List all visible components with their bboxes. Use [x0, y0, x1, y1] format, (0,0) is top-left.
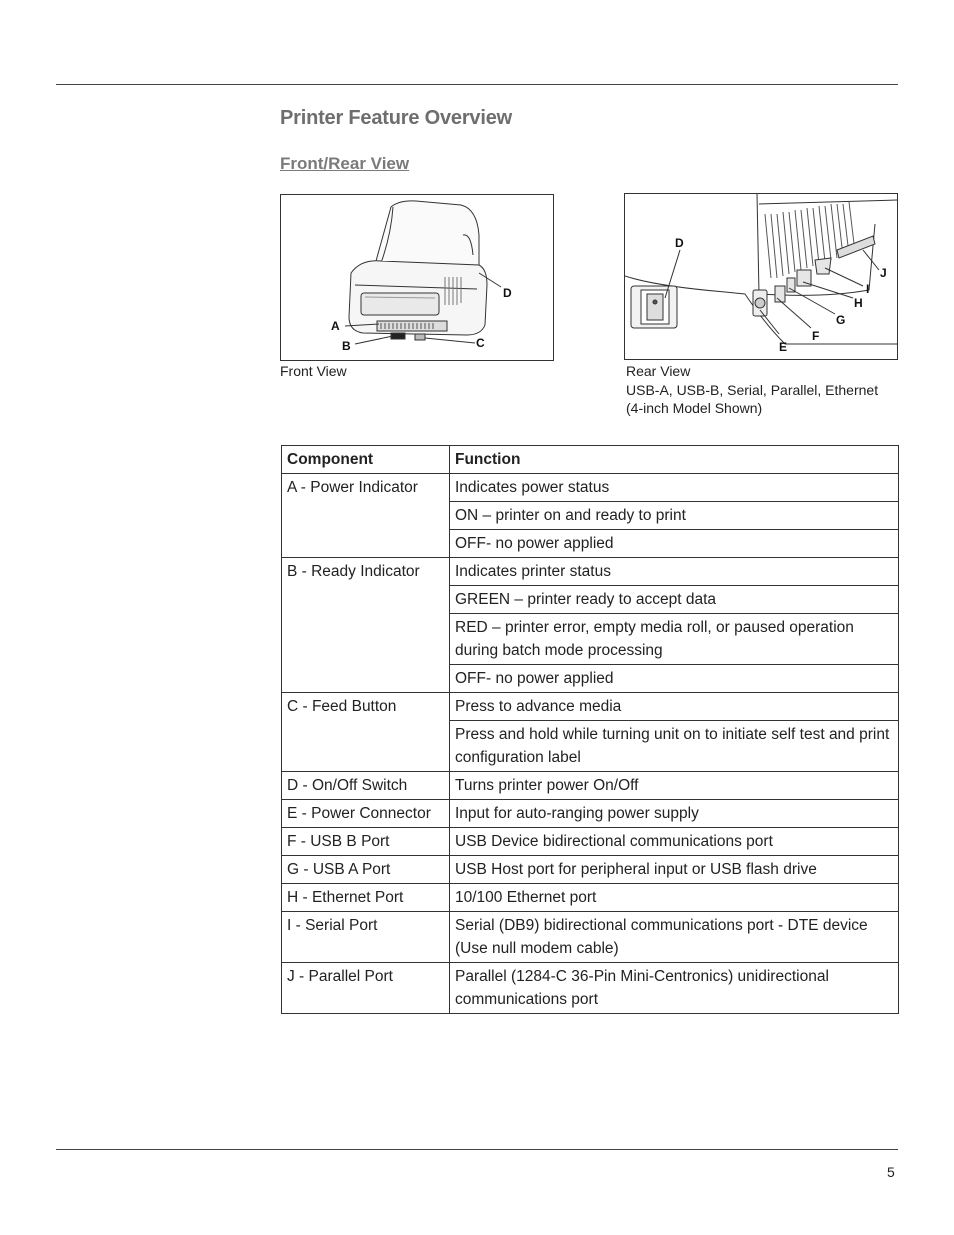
label-d: D — [675, 236, 684, 250]
function-cell: USB Host port for peripheral input or USB flash drive — [450, 856, 899, 884]
component-function-table — [281, 445, 899, 1014]
label-a: A — [331, 319, 340, 333]
function-cell: Serial (DB9) bidirectional communications port - DTE device (Use null modem cable) — [450, 912, 899, 963]
front-view-figure — [280, 194, 554, 361]
label-c: C — [476, 336, 485, 350]
top-rule — [56, 84, 898, 85]
function-cell: Indicates printer status — [450, 558, 899, 586]
table-row — [282, 856, 899, 884]
section-subtitle: Front/Rear View — [280, 154, 410, 173]
component-cell: I - Serial Port — [282, 912, 450, 963]
label-b: B — [342, 339, 351, 353]
function-cell: 10/100 Ethernet port — [450, 884, 899, 912]
component-cell: G - USB A Port — [282, 856, 450, 884]
label-j: J — [880, 266, 887, 280]
label-h: H — [854, 296, 863, 310]
table-row — [282, 912, 899, 963]
table-row — [282, 884, 899, 912]
component-cell: F - USB B Port — [282, 828, 450, 856]
rear-view-figure — [624, 193, 898, 360]
rear-view-caption: Rear View USB-A, USB-B, Serial, Parallel, Ethernet (4-inch Model Shown) — [626, 363, 879, 416]
page-number: 5 — [887, 1164, 895, 1180]
function-cell: OFF- no power applied — [450, 665, 899, 693]
table-header-row — [282, 446, 899, 474]
function-cell: GREEN – printer ready to accept data — [450, 586, 899, 614]
component-cell: J - Parallel Port — [282, 963, 450, 1014]
function-cell: RED – printer error, empty media roll, or paused operation during batch mode processing — [450, 614, 899, 665]
page-title: Printer Feature Overview — [280, 107, 512, 129]
function-cell: OFF- no power applied — [450, 530, 899, 558]
function-cell: Press to advance media — [450, 693, 899, 721]
column-header-function: Function — [450, 446, 899, 474]
front-view-caption: Front View — [280, 363, 347, 379]
label-e: E — [779, 340, 788, 354]
function-cell: Parallel (1284-C 36-Pin Mini-Centronics) unidirectional communications port — [450, 963, 899, 1014]
table-row — [282, 963, 899, 1014]
component-cell: E - Power Connector — [282, 800, 450, 828]
front-view-illustration — [281, 195, 553, 360]
function-cell: ON – printer on and ready to print — [450, 502, 899, 530]
table-row — [282, 800, 899, 828]
bottom-rule — [56, 1149, 898, 1150]
column-header-component: Component — [282, 446, 450, 474]
label-g: G — [836, 313, 846, 327]
component-cell: B - Ready Indicator — [282, 558, 450, 693]
rear-view-illustration — [625, 194, 897, 359]
function-cell: Indicates power status — [450, 474, 899, 502]
label-i: I — [866, 282, 870, 296]
component-cell: C - Feed Button — [282, 693, 450, 772]
table-row — [282, 693, 899, 721]
label-f: F — [812, 329, 820, 343]
function-cell: Turns printer power On/Off — [450, 772, 899, 800]
table-row — [282, 772, 899, 800]
function-cell: Press and hold while turning unit on to initiate self test and print configuration label — [450, 721, 899, 772]
table-row — [282, 474, 899, 502]
function-cell: Input for auto-ranging power supply — [450, 800, 899, 828]
component-cell: D - On/Off Switch — [282, 772, 450, 800]
label-d: D — [503, 286, 512, 300]
component-cell: H - Ethernet Port — [282, 884, 450, 912]
component-cell: A - Power Indicator — [282, 474, 450, 558]
function-cell: USB Device bidirectional communications port — [450, 828, 899, 856]
table-row — [282, 828, 899, 856]
table-row — [282, 558, 899, 586]
